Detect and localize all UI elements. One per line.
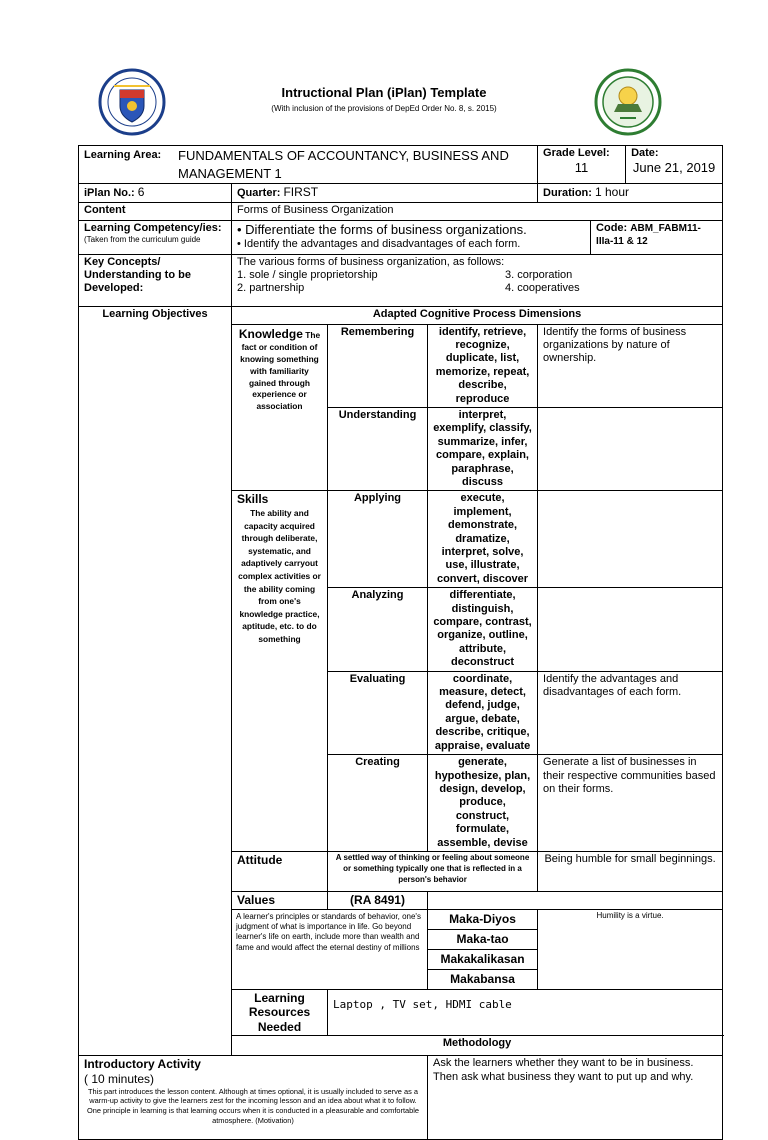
values-blank xyxy=(428,891,723,909)
dimension-verbs: generate, hypothesize, plan, design, develop, produce, construct, formulate, assemble, devise xyxy=(428,755,538,852)
dimension-name: Evaluating xyxy=(328,671,428,754)
dimension-name: Understanding xyxy=(328,407,428,490)
acpd-header: Adapted Cognitive Process Dimensions xyxy=(232,306,723,324)
dimension-name: Analyzing xyxy=(328,588,428,671)
competency-list-cell xyxy=(232,220,591,254)
grade-level-label: Grade Level: xyxy=(543,147,610,159)
values-item: Maka-Diyos xyxy=(428,910,537,930)
document-title: Intructional Plan (iPlan) Template xyxy=(281,85,487,100)
dimension-verbs: execute, implement, demonstrate, dramatize, interpret, solve, use, illustrate, convert, discover xyxy=(428,491,538,588)
dimension-verbs: interpret, exemplify, classify, summarize, infer, compare, explain, paraphrase, discuss xyxy=(428,407,538,490)
attitude-objective: Being humble for small beginnings. xyxy=(538,851,723,891)
deped-seal-logo xyxy=(98,68,166,136)
knowledge-desc: The fact or condition of knowing something with familiarity gained through experience or association xyxy=(240,329,321,412)
dimension-name: Creating xyxy=(328,755,428,852)
iplan-table xyxy=(78,145,723,1140)
dimension-objective: Identify the advantages and disadvantages of each form. xyxy=(538,671,723,754)
resources-label: Learning Resources Needed xyxy=(232,989,328,1036)
values-item: Maka-tao xyxy=(428,930,537,950)
attitude-desc: A settled way of thinking or feeling about someone or something typically one that is reflected in a person's behavior xyxy=(328,851,538,891)
values-list-cell xyxy=(428,909,538,989)
key-concept-item: 1. sole / single proprietorship xyxy=(237,268,378,281)
learning-area-cell xyxy=(79,146,538,184)
competency-label-cell xyxy=(79,220,232,254)
competency-label: Learning Competency/ies: xyxy=(84,221,222,234)
key-concept-item: 2. partnership xyxy=(237,282,305,295)
grade-level-value: 11 xyxy=(574,160,589,176)
dimension-verbs: coordinate, measure, detect, defend, judge, argue, debate, describe, critique, appraise, evaluate xyxy=(428,671,538,754)
iplan-no-value: 6 xyxy=(137,185,145,200)
duration-label: Duration: xyxy=(543,187,592,200)
quarter-value: FIRST xyxy=(283,185,319,200)
intro-activity-cell xyxy=(79,1056,428,1140)
content-value: Forms of Business Organization xyxy=(232,202,723,220)
values-law: (RA 8491) xyxy=(328,891,428,909)
dimension-objective xyxy=(538,491,723,588)
key-concept-item: 4. cooperatives xyxy=(505,282,580,295)
attitude-label: Attitude xyxy=(232,851,328,891)
dimension-verbs: identify, retrieve, recognize, duplicate, list, memorize, repeat, describe, reproduce xyxy=(428,324,538,407)
code-cell xyxy=(591,220,723,254)
key-concepts-intro: The various forms of business organization, as follows: xyxy=(237,255,505,268)
values-item: Makakalikasan xyxy=(428,950,537,970)
quarter-label: Quarter: xyxy=(237,187,281,200)
intro-time: ( 10 minutes) xyxy=(84,1072,155,1087)
values-label: Values xyxy=(232,891,328,909)
values-objective: Humility is a virtue. xyxy=(538,909,723,989)
key-concepts-cell xyxy=(232,254,723,306)
learning-area-value: FUNDAMENTALS OF ACCOUNTANCY, BUSINESS AND MANAGEMENT 1 xyxy=(178,148,509,181)
code-value: ABM_FABM11-IIIa-11 & 12 xyxy=(596,222,701,247)
intro-label: Introductory Activity xyxy=(84,1057,201,1072)
resources-value: Laptop , TV set, HDMI cable xyxy=(328,989,723,1036)
content-label: Content xyxy=(79,202,232,220)
quarter-cell xyxy=(232,184,538,202)
dimension-objective xyxy=(538,407,723,490)
key-concepts-label: Key Concepts/ Understanding to be Developed: xyxy=(79,254,232,306)
skills-desc: The ability and capacity acquired through deliberate, systematic, and adaptively carryout complex activities or the ability coming from one's knowledge practice, aptitude, etc. to do something xyxy=(238,508,321,645)
dimension-objective: Identify the forms of business organizations by nature of ownership. xyxy=(538,324,723,407)
division-seal-logo xyxy=(594,68,662,136)
iplan-no-label: iPlan No.: xyxy=(84,187,135,200)
methodology-header: Methodology xyxy=(232,1036,723,1056)
values-item: Makabansa xyxy=(450,971,515,986)
iplan-no-cell xyxy=(79,184,232,202)
date-cell xyxy=(626,146,723,184)
dimension-name: Applying xyxy=(328,491,428,588)
competency-item: • Identify the advantages and disadvantages of each form. xyxy=(237,238,585,251)
knowledge-label: Knowledge xyxy=(238,326,303,341)
code-label: Code: xyxy=(596,221,628,234)
dimension-objective xyxy=(538,588,723,671)
learning-objectives-label: Learning Objectives xyxy=(79,306,232,1056)
document-subtitle: (With inclusion of the provisions of DepEd Order No. 8, s. 2015) xyxy=(271,104,497,113)
values-desc-cell xyxy=(232,909,428,989)
competency-note: (Taken from the curriculum guide xyxy=(84,234,201,244)
values-desc: A learner's principles or standards of behavior, one's judgment of what is importance in life. Go beyond learner's life on earth, include more than wealth and fame and would affect the eternal destiny of millions xyxy=(236,911,421,952)
date-value: June 21, 2019 xyxy=(632,160,716,176)
competency-item: • Differentiate the forms of business organizations. xyxy=(237,222,585,239)
skills-cell xyxy=(232,491,328,852)
dimension-objective: Generate a list of businesses in their respective communities based on their forms. xyxy=(538,755,723,852)
skills-label: Skills xyxy=(237,492,269,507)
dimension-verbs: differentiate, distinguish, compare, contrast, organize, outline, attribute, deconstruct xyxy=(428,588,538,671)
knowledge-cell xyxy=(232,324,328,491)
date-label: Date: xyxy=(631,147,659,159)
duration-cell xyxy=(538,184,723,202)
key-concept-item: 3. corporation xyxy=(505,268,573,281)
dimension-name: Remembering xyxy=(328,324,428,407)
intro-desc: This part introduces the lesson content. Although at times optional, it is usually included to serve as a warm-up activity to give the learners zest for the incoming lesson and an idea about what it to follow. One principle in learning is that learning occurs when it is conducted in a pleasurable and comfortable atmosphere. (Motivation) xyxy=(87,1086,419,1125)
grade-level-cell xyxy=(538,146,626,184)
intro-activity-text: Ask the learners whether they want to be in business. Then ask what business they want to put up and why. xyxy=(428,1056,723,1140)
learning-area-label: Learning Area: xyxy=(84,149,162,161)
duration-value: 1 hour xyxy=(595,185,630,200)
